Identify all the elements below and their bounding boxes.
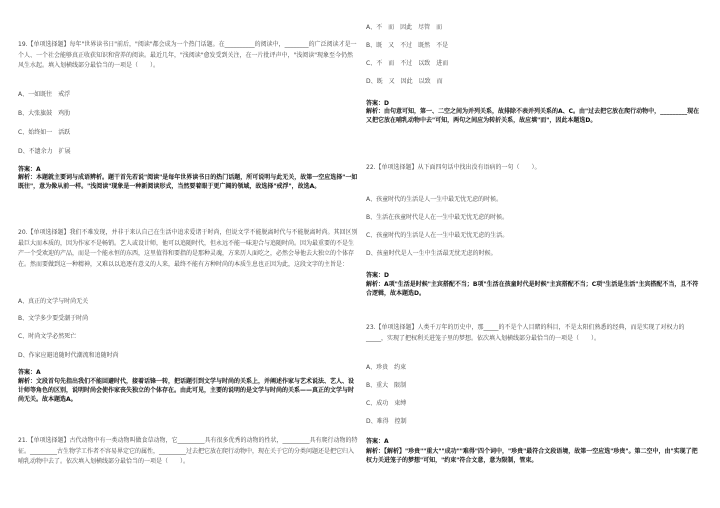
q21-option-d: D、既 又 因此 以致 而	[366, 78, 443, 85]
q20-option-d: D、作家应避追随时代潮流和追随时尚	[18, 352, 119, 359]
q21-option-c: C、不 而 不过 以致 进而	[366, 60, 449, 67]
q19-option-b: B、大张旗鼓 鸡肋	[18, 110, 71, 117]
q22-explanation: 解析：A项"生活是时候"主宾搭配不当；B项"生活在孩童时代是时候"主宾搭配不当；C项"生活是生活"主宾搭配不当，且不符合逻辑，故本题选D。	[366, 281, 699, 297]
question-23-text: 23.【单项选择题】人类千万年的历史中，那_____的不是个人目睹的科目，不是太阳们熟悉的经典，而是实现了对权力的_____，实现了把权利关进笼子里的梦想。依次填入划横线部分最恰当的一项是（ ）。	[366, 324, 685, 342]
q22-option-d: D、孩童时代是人一生中生活最无忧无虑的时候。	[366, 250, 497, 257]
q21-option-a: A、不 而 因此 尽管 而	[366, 24, 443, 31]
question-19-text: 19.【单项选择题】每年"世界读书日"前后，"阅读"都会成为一个热门话题。在__________的阅读中，________的广泛阅读才是一个人、一个社会能够真正收获知识和营养的阅读。最近几年，"浅阅读"愈发受到关注，在一片批评声中，"浅阅读"现象至今仍然风生水起。填入划横线部分最恰当的一项是（ ）。	[18, 41, 357, 69]
right-column	[366, 0, 702, 508]
q22-option-c: C、孩童时代的生活是人在一生中最无忧无虑的生活。	[366, 232, 509, 239]
q23-answer: 答案：A	[366, 438, 389, 445]
q23-option-a: A、珍贵 约束	[366, 364, 407, 371]
q20-option-a: A、真正的文学与时尚无关	[18, 298, 89, 305]
q21-option-b: B、既 又 不过 既然 不是	[366, 42, 449, 49]
q22-answer: 答案：D	[366, 272, 389, 279]
q19-option-d: D、不遗余力 扩展	[18, 148, 71, 155]
q19-answer: 答案：A	[18, 166, 41, 173]
q20-option-b: B、文学多少要受潮于时尚	[18, 315, 89, 322]
question-22-text: 22.【单项选择题】从下面四句话中找出没有语病的一句（ ）。	[366, 164, 541, 171]
q23-option-d: D、难得 控制	[366, 418, 407, 425]
q23-option-c: C、成功 束缚	[366, 400, 407, 407]
q23-option-b: B、重大 限制	[366, 382, 407, 389]
q22-option-b: B、生活在孩童时代是人在一生中最无忧无虑的时候。	[366, 214, 509, 221]
q21-explanation: 解析：由句意可知，第一、二空之间为并列关系，故排除不表并列关系的A、C。由"过去把它放在爬行动物中，_________现在又把它放在哺乳动物中去"可知，两句之间应为转折关系，故应填"而"，因此本题选D。	[366, 108, 700, 124]
question-21-text: 21.【单项选择题】古代动物中有一类动物叫做食草动物，它_________具有很多优秀的动物的性状，_________具有爬行动物的特征。_________古生物学工作者不容易界定它的属性，_________过去把它放在爬行动物中，现在关于它的分类问题还是把它归入哺乳动物中去了。依次填入划横线部分最恰当的一项是（ ）。	[18, 437, 358, 465]
q20-option-c: C、时尚文学必然死亡	[18, 333, 77, 340]
q21-answer: 答案：D	[366, 100, 389, 107]
q20-answer: 答案：A	[18, 369, 41, 376]
q19-option-a: A、一如既往 戒浮	[18, 91, 71, 98]
q20-explanation: 解析：文段首句先指出我们不能回避时代，接着话锋一转，把话题引到文学与时尚的关系上，并阐述作家与艺术说法、艺人、设计师等角色的区别，说明时尚会使作家丧失独立的个体存在。由此可见，主要的说明的是文学与时尚的关系——真正的文学与时尚无关。故本题选A。	[18, 378, 355, 403]
left-column	[18, 0, 358, 508]
q23-explanation: 解析：【解析】"珍贵""重大""成功""难得"四个词中，"珍贵"最符合文段语境，故第一空应选"珍贵"。第二空中，由"实现了把权力关进笼子的梦想"可知，"约束"符合文意，意为限制，管束。	[366, 448, 698, 464]
q19-explanation: 解析：本题就主要词与成语辨析。题干首先若说"阅读"是每年世界读书日的热门话题，所可说明与此无关，故第一空应选择"一如既往"，意为像从前一样。"浅阅读"现象是一种新阅读形式，当然要着眼于更广阔的领域，故选择"戒浮"，故选A。	[18, 174, 358, 190]
q22-option-a: A、孩童时代的生活是人一生中最无忧无虑的时候。	[366, 196, 503, 203]
q19-option-c: C、始终如一 活跃	[18, 129, 71, 136]
question-20-text: 20.【单项选择题】我们不难发现，并非于来认自己在生活中追求爱诸于时尚，但说文学不能脱离时代与不能脱离时尚。其回区别最巨大而本质的，因为作家不是畅销。艺人或设计师，他可以追随时代，但永远不能一味迎合与追随时尚。因为最重要的不是生产一个受欢迎的产品，而是一个能永恒的东西，这里值得和要指的是那种灵魂，方来历人面吃之，必然会导他去大独立的个体存在。然而要做到这一种精神，又难以以追逐有意义的人来，最终不能有方种时尚的本质生息也正因为此，这段文字的主旨是：	[18, 229, 358, 268]
